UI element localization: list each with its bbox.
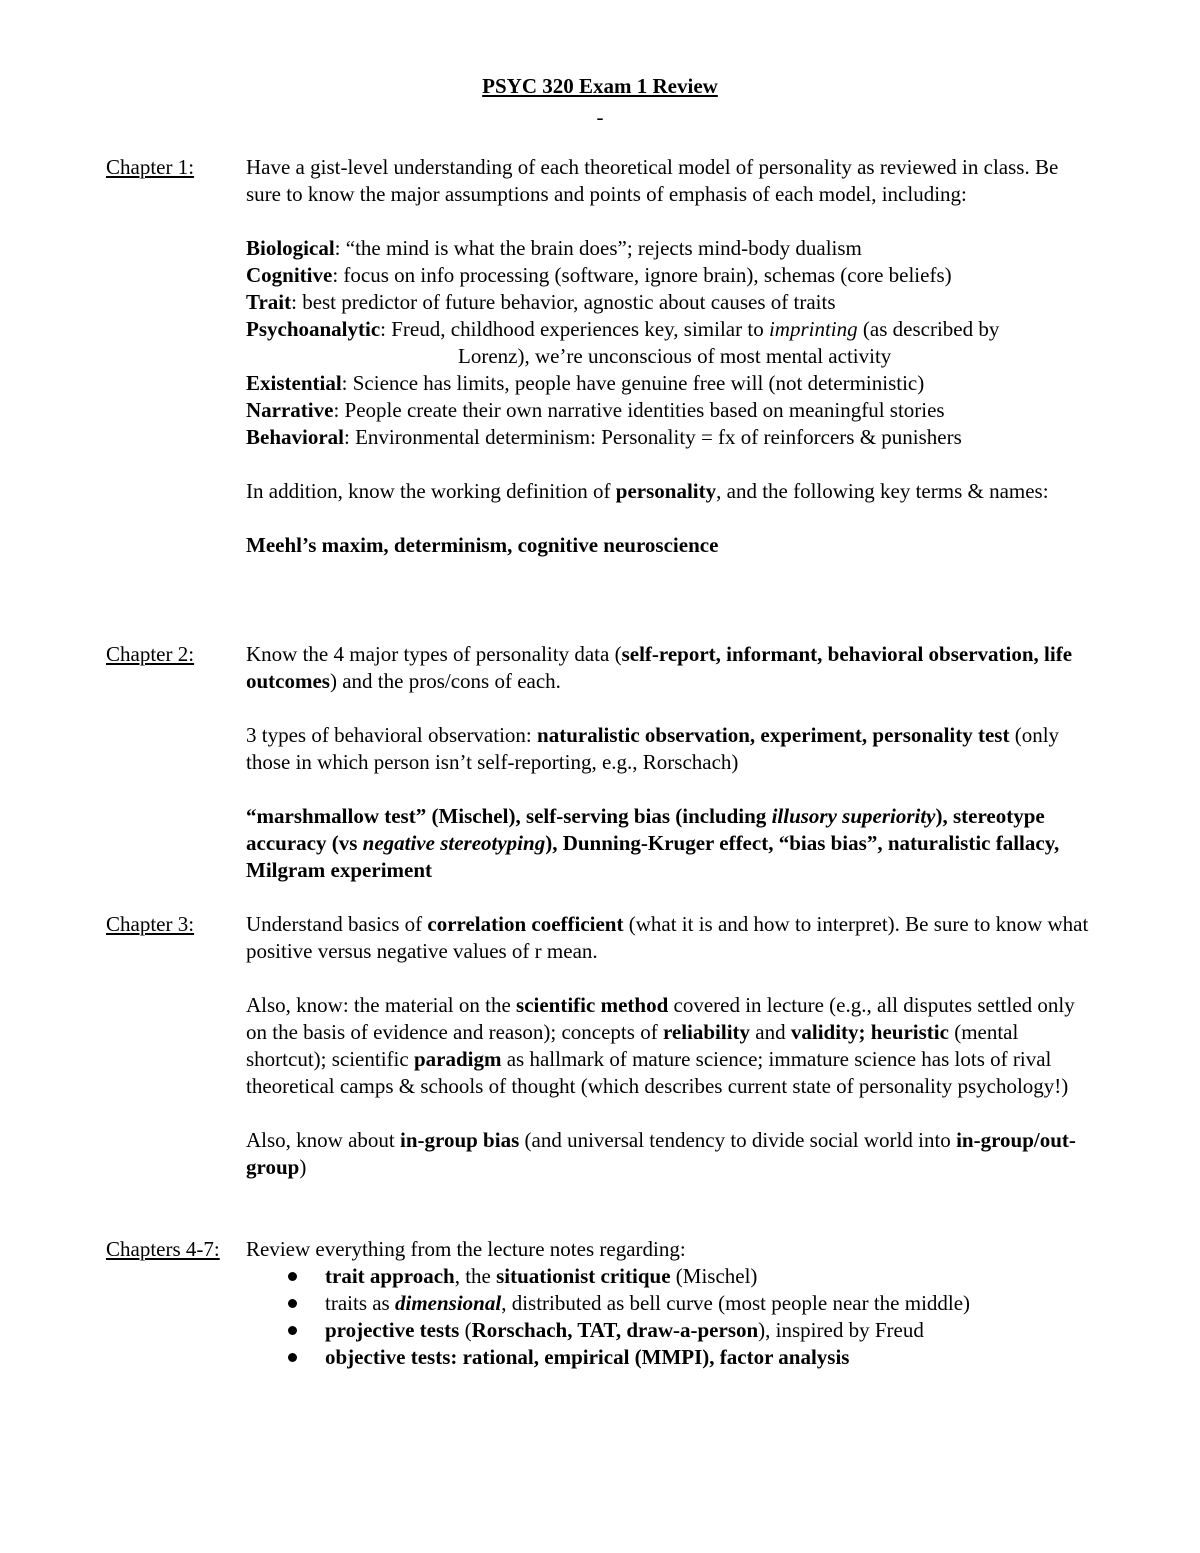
text-run: “marshmallow test” (Mischel), self-serving bias (including	[246, 804, 772, 828]
emphasis: negative stereotyping	[362, 831, 546, 855]
text-run: Know the 4 major types of personality data (	[246, 642, 622, 666]
model-desc: : focus on info processing (software, ignore brain), schemas (core beliefs)	[332, 263, 952, 287]
model-psychoanalytic-continued: Lorenz), we’re unconscious of most mental activity	[458, 344, 892, 368]
bullet-item	[246, 1263, 1096, 1290]
model-desc: : Freud, childhood experiences key, similar to	[380, 317, 769, 341]
chapter-3-label: Chapter 3:	[106, 912, 195, 936]
key-term: in-group bias	[400, 1128, 520, 1152]
model-name: Biological	[246, 236, 335, 260]
key-term: Rorschach, TAT, draw-a-person	[471, 1318, 759, 1342]
chapter-1-section	[246, 154, 1096, 559]
key-term: situationist critique	[496, 1264, 671, 1288]
chapter-2-label: Chapter 2:	[106, 642, 195, 666]
model-name: Cognitive	[246, 263, 333, 287]
emphasis: dimensional	[394, 1291, 502, 1315]
model-list	[246, 235, 1096, 451]
text-run: (Mischel)	[670, 1264, 758, 1288]
chapter-2-section	[246, 641, 1096, 884]
bullet-icon	[288, 1326, 297, 1335]
bullet-item	[246, 1344, 1096, 1371]
model-psychoanalytic	[246, 316, 1096, 343]
model-name: Existential	[246, 371, 342, 395]
text-run: traits as	[325, 1291, 395, 1315]
bullet-item	[246, 1317, 1096, 1344]
key-term: scientific method	[516, 993, 669, 1017]
key-term: trait approach	[325, 1264, 455, 1288]
text-run: covered in lecture (e.g., all disputes settled only on the basis of evidence and reason); concepts of	[246, 993, 1075, 1044]
text-run: Also, know: the material on the	[246, 993, 517, 1017]
text-run: , distributed as bell curve (most people near the middle)	[501, 1291, 971, 1315]
model-name: Narrative	[246, 398, 334, 422]
text-run: In addition, know the working definition of	[246, 479, 616, 503]
model-desc: : Environmental determinism: Personality = fx of reinforcers & punishers	[344, 425, 962, 449]
model-name: Behavioral	[246, 425, 344, 449]
text-run: ), stereotype accuracy (vs	[246, 804, 1045, 855]
key-term: validity;	[790, 1020, 866, 1044]
text-run: (what it is and how to interpret). Be sure to know what positive versus negative values of r mean.	[246, 912, 1089, 963]
key-term: paradigm	[413, 1047, 502, 1071]
text-run: )	[299, 1155, 307, 1179]
key-term: heuristic	[870, 1020, 949, 1044]
text-run: , the	[454, 1264, 497, 1288]
chapters-4-7-section	[246, 1236, 1096, 1371]
key-term: reliability	[662, 1020, 751, 1044]
model-biological	[246, 235, 1096, 262]
text-run: Also, know about	[246, 1128, 400, 1152]
model-desc: : best predictor of future behavior, agnostic about causes of traits	[291, 290, 836, 314]
page-title: PSYC 320 Exam 1 Review	[482, 74, 718, 98]
chapter-1-intro: Have a gist-level understanding of each theoretical model of personality as reviewed in class. Be sure to know the major assumptions and points of emphasis of each model, including:	[246, 155, 1059, 206]
emphasis: illusory superiority	[771, 804, 936, 828]
text-run: ) and the pros/cons of each.	[329, 669, 561, 693]
chapter-3-correlation	[246, 911, 1096, 965]
key-terms: naturalistic observation, experiment, personality test	[537, 723, 1010, 747]
model-name: Trait	[246, 290, 292, 314]
key-term: in-group/out-group	[246, 1128, 1076, 1179]
bullet-icon	[288, 1353, 297, 1362]
chapter-2-data-types	[246, 641, 1096, 695]
chapters-4-7-label: Chapters 4-7:	[106, 1237, 220, 1261]
text-run: (and universal tendency to divide social world into	[519, 1128, 957, 1152]
model-cognitive	[246, 262, 1096, 289]
chapter-2-key-terms	[246, 803, 1096, 884]
text-run: ), Dunning-Kruger effect, “bias bias”, naturalistic fallacy, Milgram experiment	[246, 831, 1060, 882]
title-dash: -	[596, 105, 604, 129]
text-run: (mental shortcut); scientific	[246, 1020, 1019, 1071]
key-terms: self-report, informant, behavioral observation, life outcomes	[246, 642, 1073, 693]
model-desc: : “the mind is what the brain does”; rejects mind-body dualism	[334, 236, 862, 260]
chapter-1-addition	[246, 478, 1096, 505]
topic-bullet-list	[246, 1263, 1096, 1371]
key-term: correlation coefficient	[427, 912, 624, 936]
chapter-3-section	[246, 911, 1096, 1181]
model-behavioral	[246, 424, 1096, 451]
key-term: personality	[615, 479, 717, 503]
text-run: (only those in which person isn’t self-reporting, e.g., Rorschach)	[246, 723, 1060, 774]
chapter-1-label: Chapter 1:	[106, 155, 195, 179]
model-desc: : Science has limits, people have genuine free will (not deterministic)	[341, 371, 925, 395]
model-trait	[246, 289, 1096, 316]
chapter-1-terms	[246, 532, 1096, 559]
model-desc-emphasis: imprinting	[768, 317, 858, 341]
chapter-3-scientific-method	[246, 992, 1096, 1100]
text-run: Understand basics of	[246, 912, 428, 936]
model-desc: : People create their own narrative identities based on meaningful stories	[333, 398, 945, 422]
text-run: and	[750, 1020, 791, 1044]
bullet-icon	[288, 1272, 297, 1281]
chapter-2-observation-types	[246, 722, 1096, 776]
model-name: Psychoanalytic	[246, 317, 381, 341]
text-run: (	[459, 1318, 472, 1342]
key-terms	[246, 804, 1059, 882]
text-run: , and the following key terms & names:	[716, 479, 1049, 503]
bullet-item	[246, 1290, 1096, 1317]
key-term: projective tests	[325, 1318, 460, 1342]
model-existential	[246, 370, 1096, 397]
text-run: 3 types of behavioral observation:	[246, 723, 538, 747]
text-run: as hallmark of mature science; immature science has lots of rival theoretical camps & schools of thought (which describes current state of personality psychology!)	[246, 1047, 1069, 1098]
chapters-4-7-intro: Review everything from the lecture notes regarding:	[246, 1237, 686, 1261]
model-narrative	[246, 397, 1096, 424]
key-terms: objective tests: rational, empirical (MMPI), factor analysis	[325, 1345, 850, 1369]
model-desc: (as described by	[857, 317, 1000, 341]
key-terms: Meehl’s maxim, determinism, cognitive neuroscience	[246, 533, 719, 557]
chapter-3-in-group-bias	[246, 1127, 1096, 1181]
text-run: ), inspired by Freud	[758, 1318, 924, 1342]
bullet-icon	[288, 1299, 297, 1308]
